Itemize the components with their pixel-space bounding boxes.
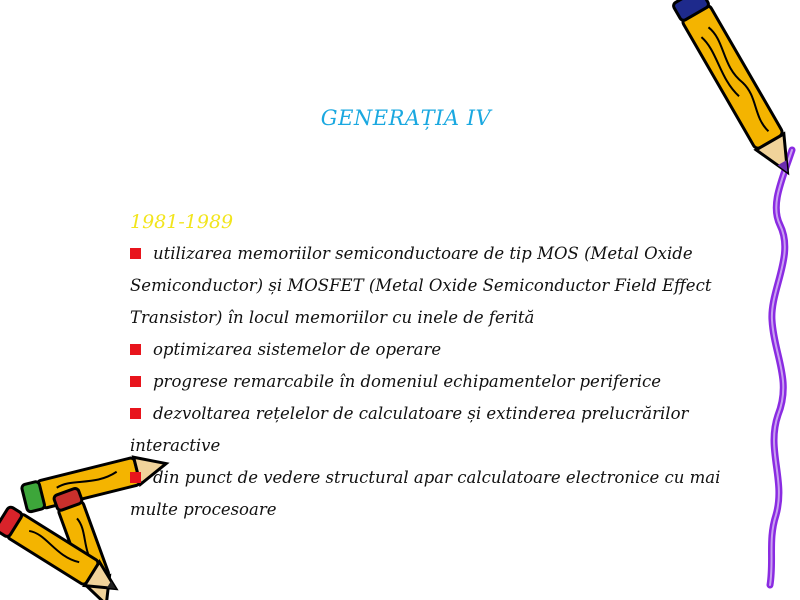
- bullet-square-icon: [130, 344, 141, 355]
- bullet-text: din punct de vedere structural apar calculatoare electronice cu mai: [153, 468, 721, 487]
- bullet-square-icon: [130, 472, 141, 483]
- slide-title: GENERAȚIA IV: [320, 106, 492, 130]
- bullet-continuation: multe procesoare: [130, 500, 277, 519]
- bullet-item: [130, 398, 710, 430]
- year-range: 1981-1989: [130, 211, 234, 233]
- bullet-square-icon: [130, 408, 141, 419]
- bullet-item: [130, 238, 710, 270]
- bullet-text: utilizarea memoriilor semiconductoare de tip MOS (Metal Oxide: [153, 244, 693, 263]
- bullet-square-icon: [130, 376, 141, 387]
- bullet-text: dezvoltarea rețelelor de calculatoare și extinderea prelucrărilor: [153, 404, 689, 423]
- ribbon-decoration: [770, 150, 792, 585]
- bullet-text: progrese remarcabile în domeniul echipamentelor periferice: [153, 372, 662, 391]
- bullet-item: [130, 366, 710, 398]
- bullet-item: [130, 334, 710, 366]
- slide-content: [130, 206, 721, 526]
- bullet-continuation: Semiconductor) și MOSFET (Metal Oxide Semiconductor Field Effect: [130, 276, 712, 295]
- pencil-icon: [672, 0, 800, 180]
- bullet-continuation: interactive: [130, 436, 221, 455]
- bullet-square-icon: [130, 248, 141, 259]
- bullet-item: [130, 462, 721, 494]
- bullet-text: optimizarea sistemelor de operare: [153, 340, 442, 359]
- bullet-continuation: Transistor) în locul memoriilor cu inele de ferită: [130, 308, 535, 327]
